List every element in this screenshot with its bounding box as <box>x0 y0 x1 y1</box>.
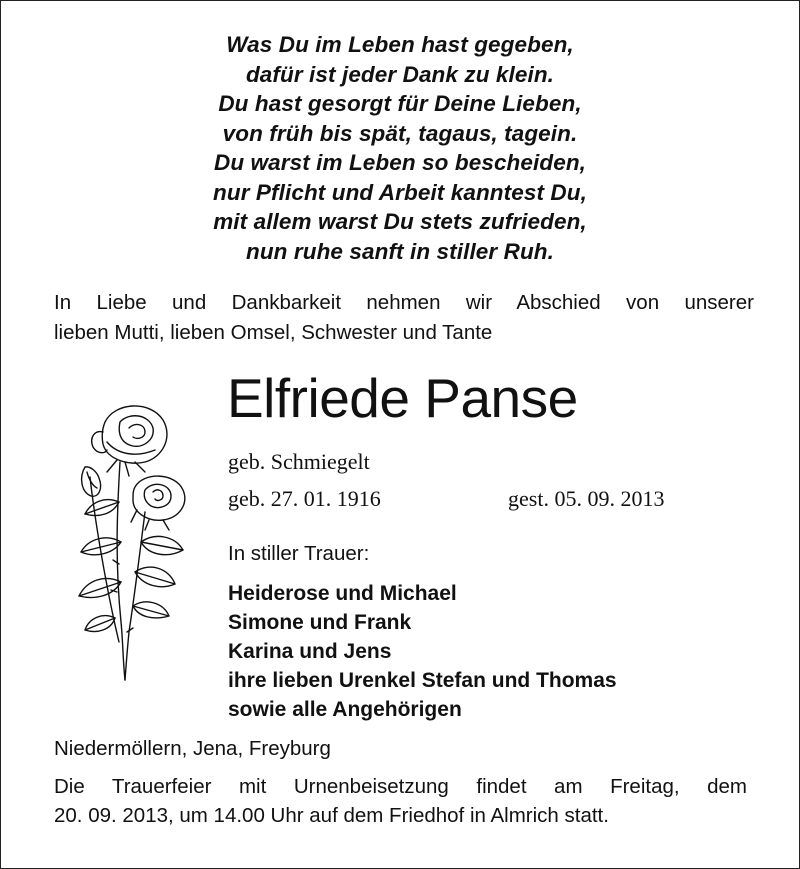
intro-text <box>54 288 754 348</box>
mourner-entry: Karina und Jens <box>228 640 392 663</box>
poem-line: Was Du im Leben hast gegeben, <box>226 32 574 57</box>
mourners-list <box>228 579 617 724</box>
intro-line-2: lieben Mutti, lieben Omsel, Schwester und Tante <box>54 321 493 344</box>
rose-icon <box>45 392 195 682</box>
intro-line-1: In Liebe und Dankbarkeit nehmen wir Abschied von unserer <box>54 291 754 314</box>
deceased-name: Elfriede Panse <box>227 367 578 429</box>
poem-line: mit allem warst Du stets zufrieden, <box>213 209 587 234</box>
poem-line: Du hast gesorgt für Deine Lieben, <box>218 91 582 116</box>
poem-line: Du warst im Leben so bescheiden, <box>213 150 587 175</box>
poem-line: dafür ist jeder Dank zu klein. <box>245 61 555 87</box>
poem <box>0 30 800 266</box>
poem-line: nun ruhe sanft in stiller Ruh. <box>245 238 554 264</box>
death-date: gest. 05. 09. 2013 <box>508 486 665 511</box>
mourner-entry: Heiderose und Michael <box>228 582 457 605</box>
mourner-entry: Simone und Frank <box>228 611 412 634</box>
maiden-name: geb. Schmiegelt <box>228 449 370 474</box>
funeral-notice <box>54 772 747 830</box>
poem-line: nur Pflicht und Arbeit kanntest Du, <box>213 179 587 205</box>
mourning-label: In stiller Trauer: <box>228 542 370 565</box>
places: Niedermöllern, Jena, Freyburg <box>54 737 331 760</box>
poem-line: von früh bis spät, tagaus, tagein. <box>222 120 578 146</box>
funeral-line-1: Die Trauerfeier mit Urnenbeisetzung findet am Freitag, dem <box>54 775 747 798</box>
funeral-line-2: 20. 09. 2013, um 14.00 Uhr auf dem Friedhof in Almrich statt. <box>54 804 609 827</box>
mourner-entry: ihre lieben Urenkel Stefan und Thomas <box>228 669 617 692</box>
birth-date: geb. 27. 01. 1916 <box>228 486 381 511</box>
mourner-entry: sowie alle Angehörigen <box>228 698 462 721</box>
